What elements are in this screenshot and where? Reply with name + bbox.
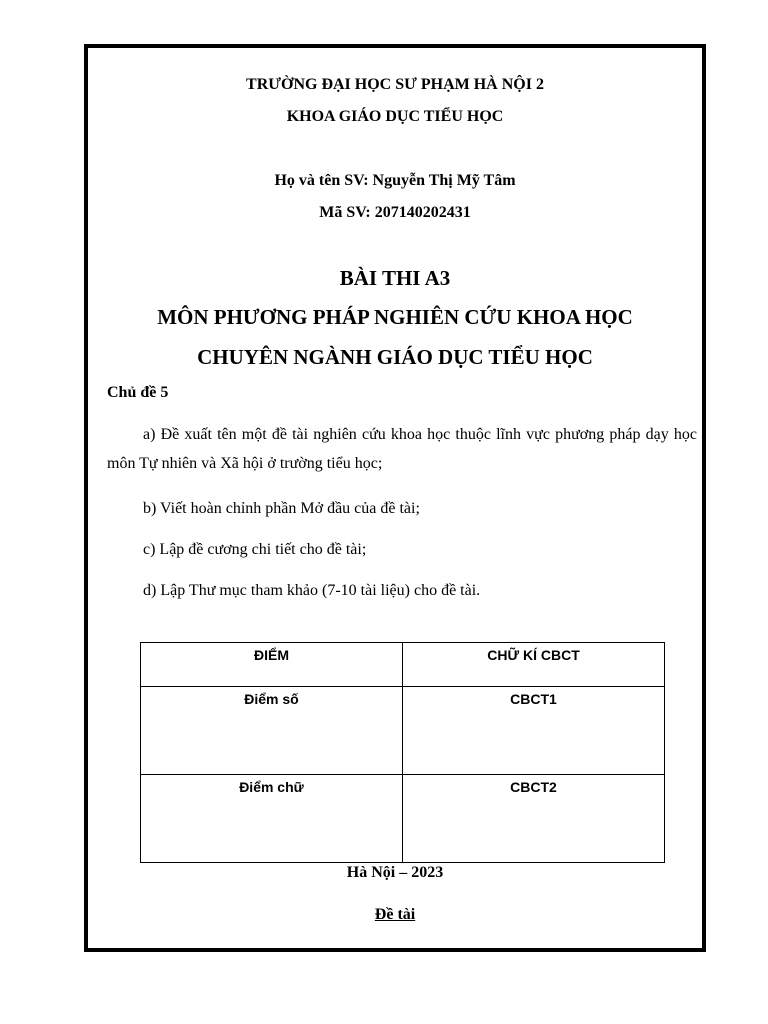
topic-heading: Đề tài (374, 906, 416, 923)
exam-title: BÀI THI A3 (339, 266, 451, 290)
task-d: d) Lập Thư mục tham khảo (7-10 tài liệu) cho đề tài. (143, 582, 481, 599)
subject-title: MÔN PHƯƠNG PHÁP NGHIÊN CỨU KHOA HỌC (157, 305, 633, 329)
faculty-name: KHOA GIÁO DỤC TIỂU HỌC (286, 108, 504, 125)
page-border (84, 44, 706, 952)
score-table (140, 642, 665, 863)
score-number-cell: Điểm số (141, 687, 403, 775)
school-name: TRƯỜNG ĐẠI HỌC SƯ PHẠM HÀ NỘI 2 (246, 76, 544, 93)
header-score: ĐIỂM (141, 643, 403, 687)
table-row (141, 687, 665, 775)
examiner-2-cell: CBCT2 (403, 775, 665, 863)
score-words-cell: Điểm chữ (141, 775, 403, 863)
student-id: Mã SV: 207140202431 (319, 204, 471, 221)
table-header-row (141, 643, 665, 687)
task-c: c) Lập đề cương chi tiết cho đề tài; (143, 541, 367, 558)
place-date: Hà Nội – 2023 (346, 864, 444, 881)
task-b: b) Viết hoàn chỉnh phần Mở đầu của đề tài; (143, 500, 420, 517)
student-name: Họ và tên SV: Nguyễn Thị Mỹ Tâm (274, 172, 516, 189)
examiner-1-cell: CBCT1 (403, 687, 665, 775)
topic-label: Chủ đề 5 (107, 384, 169, 401)
table-row (141, 775, 665, 863)
header-signature: CHỮ KÍ CBCT (403, 643, 665, 687)
major-title: CHUYÊN NGÀNH GIÁO DỤC TIỂU HỌC (197, 345, 593, 369)
task-a: a) Đề xuất tên một đề tài nghiên cứu khoa học thuộc lĩnh vực phương pháp dạy học môn Tự nhiên và Xã hội ở trường tiểu học; (107, 426, 697, 472)
